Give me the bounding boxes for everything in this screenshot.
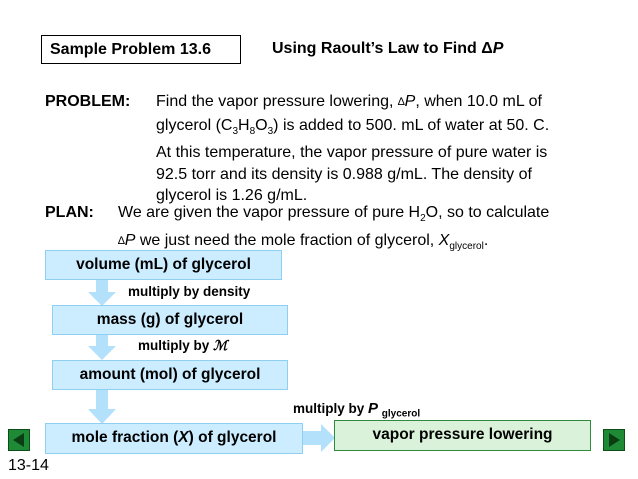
sub-h2: 2 <box>420 213 426 225</box>
sub-glycerol-pressure: glycerol <box>381 408 421 420</box>
flow-box-amount: amount (mol) of glycerol <box>52 360 288 390</box>
molar-mass-symbol: ℳ <box>213 338 228 354</box>
problem-text <box>156 91 626 207</box>
sample-problem-label: Sample Problem 13.6 <box>50 41 211 58</box>
down-arrow-icon <box>88 335 116 360</box>
slide-title-text: Using Raoult’s Law to Find <box>272 40 482 57</box>
flow-box-mole-fraction-b: ) of glycerol <box>188 429 277 446</box>
problem-line-1-a: Find the vapor pressure lowering, <box>156 93 398 110</box>
flow-box-volume: volume (mL) of glycerol <box>45 250 282 280</box>
previous-slide-button[interactable] <box>8 429 30 451</box>
flow-step-molar-mass <box>138 338 227 354</box>
problem-line-2 <box>156 115 626 143</box>
sub-glycerol: glycerol <box>449 240 484 252</box>
problem-line-1-b: , when 10.0 mL of <box>415 93 542 110</box>
problem-line-1 <box>156 91 626 115</box>
flow-step-density: multiply by density <box>128 284 251 299</box>
flow-step-molar-mass-text: multiply by <box>138 338 214 353</box>
plan-line-1-a: We are given the vapor pressure of pure H <box>118 204 421 221</box>
plan-variable-x: X <box>438 231 450 249</box>
delta-triangle-icon: ∆ <box>118 234 125 247</box>
slide-number: 13-14 <box>8 457 49 474</box>
problem-label: PROBLEM: <box>45 93 131 110</box>
plan-line-2-end: . <box>483 231 489 249</box>
flow-step-pressure <box>293 400 420 420</box>
problem-line-4: 92.5 torr and its density is 0.988 g/mL. The density of <box>156 165 532 183</box>
right-arrow-icon <box>303 424 335 452</box>
down-arrow-icon <box>88 280 116 306</box>
plan-label: PLAN: <box>45 204 94 221</box>
flow-step-pressure-text: multiply by <box>293 401 369 416</box>
title-variable: P <box>492 40 504 57</box>
down-arrow-icon <box>88 390 116 424</box>
plan-line-1-b: O, so to calculate <box>425 204 550 221</box>
problem-variable-p: P <box>404 93 416 110</box>
delta-triangle-icon: ∆ <box>397 96 405 108</box>
plan-line-1 <box>118 202 628 230</box>
next-slide-button[interactable] <box>603 429 625 451</box>
problem-line-2-a: glycerol (C <box>156 116 233 134</box>
slide-title <box>272 40 503 58</box>
flow-box-vapor-pressure-lowering: vapor pressure lowering <box>334 420 591 451</box>
pressure-variable: P <box>368 400 379 417</box>
mole-fraction-x: X <box>178 429 189 446</box>
flow-box-mole-fraction-a: mole fraction ( <box>71 429 179 446</box>
sample-problem-label-box <box>41 35 241 64</box>
problem-line-5: glycerol is 1.26 g/mL. <box>156 187 308 205</box>
plan-line-2-a: we just need the mole fraction of glycerol, <box>135 231 439 249</box>
problem-line-2-b: H <box>238 116 250 134</box>
problem-line-2-c: O <box>255 116 268 134</box>
flow-box-mole-fraction <box>45 423 303 454</box>
sub-o: 3 <box>267 125 274 137</box>
problem-line-3: At this temperature, the vapor pressure of pure water is <box>156 144 548 162</box>
sub-c: 3 <box>232 125 239 137</box>
problem-line-2-d: ) is added to 500. mL of water at 50. C. <box>273 116 550 134</box>
flow-box-mass: mass (g) of glycerol <box>52 305 288 335</box>
delta-symbol: Δ <box>481 40 493 57</box>
plan-variable-p: P <box>124 231 136 249</box>
sub-h: 8 <box>249 125 256 137</box>
